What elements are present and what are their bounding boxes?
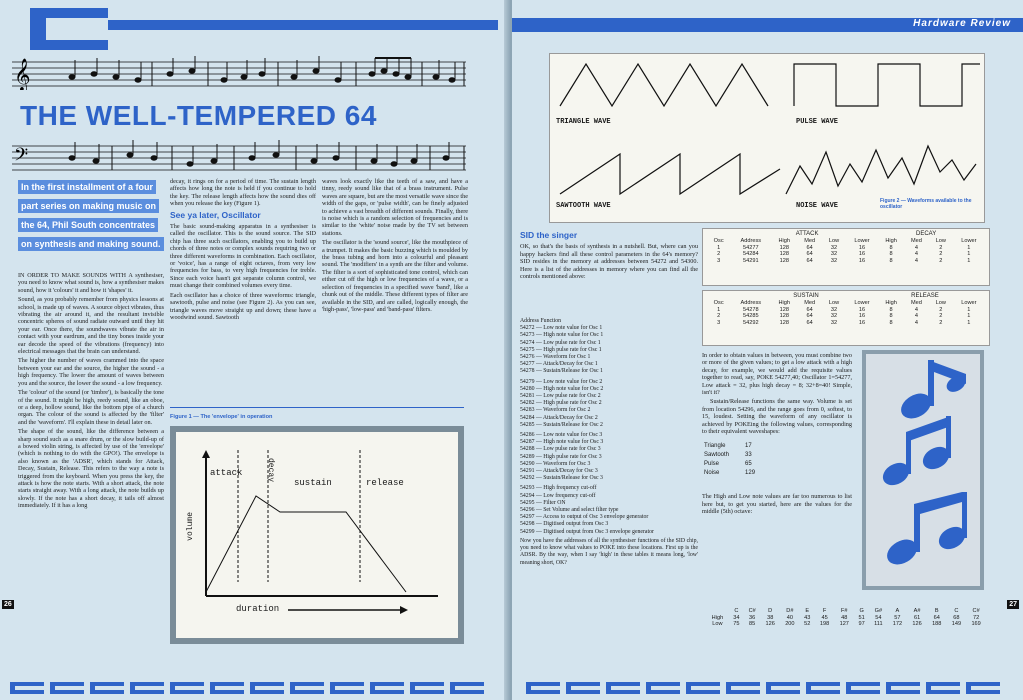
pulse-wave-label: PULSE WAVE [796,118,839,126]
address-list-header: Address Function [520,318,562,324]
address-item: 54285 — Sustain/Release for Osc 2 [520,421,603,428]
header-bracket [30,8,108,50]
table-cell: Low [712,621,723,628]
table-cell: 1 [717,244,721,251]
table-cell: 8 [889,257,893,264]
section-header: Hardware Review [913,18,1011,29]
header-cell: Lower [961,300,977,306]
table-cell: 32 [830,257,838,264]
header-cell: F [822,608,827,614]
address-item: 54294 — Low frequency cut-off [520,492,596,499]
decay-label: decay [266,458,275,483]
address-item: 54297 — Access to output of Osc 3 envelope generator [520,514,649,521]
col2-para-1: decay, it rings on for a period of time. The sustain length affects how long the note is held if you continue to hold the key. The release length affects how the sound dies off when you release the key (Figure 1). [170,178,316,208]
table-cell: 127 [839,621,849,628]
waveforms-figure [549,53,985,223]
table-cell: 68 [953,614,960,621]
attack-label: attack [210,468,243,478]
table-cell: 8 [889,306,893,313]
sawtooth-wave-label: SAWTOOTH WAVE [556,202,611,210]
table-cell: 2 [939,319,943,326]
table-cell: 2 [939,257,943,264]
table-cell: 111 [874,621,883,628]
column-2 [170,178,316,323]
table-cell: 64 [933,614,940,621]
address-item: 54289 — High pulse rate for Osc 3 [520,453,602,460]
col1-para-5: The shape of the sound, like the difference between a sharp sound such as a snare drum, or the slow build-up of a bowed violin string, is affected by use of the 'envelope' (which is nothing to do with the GPO!). The envelope is also known as the 'ADSR', which stands for Attack, Decay, Sustain, Release. This refers to the way a note is triggered from the keyboard. When you press the key, the attack is how the note starts. With a short attack, the note starts straight away. With a long attack, the note builds up slowly. If the note has a short decay, it tails off almost immediately. If it has a long [18,428,164,510]
address-item: 54299 — Digitised output from Osc 3 envelope generator [520,528,654,535]
table-cell: 51 [858,614,865,621]
waveshape-row [704,470,769,477]
table-cell: 54292 [743,319,759,326]
table-cell: 48 [841,614,848,621]
table-cell: 57 [894,614,901,621]
header-cell: Low [935,300,946,306]
table-cell: 1 [717,306,721,313]
table-cell: 16 [858,251,866,258]
table-cell: 1 [967,306,971,313]
noise-wave-label: NOISE WAVE [796,202,839,210]
sustain-row [707,313,985,320]
table-cell: 54277 [743,244,759,251]
release-title: RELEASE [911,293,939,299]
header-cell: B [934,608,939,614]
page-number-right: 27 [1009,601,1017,608]
table-cell: 128 [779,313,789,320]
article-title: THE WELL-TEMPERED 64 [20,100,377,131]
notes-grid [706,608,986,628]
table-cell: 128 [779,257,789,264]
figure-2-caption: Figure 2 — Waveforms available to the oscillator [880,198,972,210]
waveshape-name: Pulse [704,461,720,468]
sustain-label: sustain [294,478,332,488]
table-cell: 4 [914,306,919,313]
header-cell: Med [911,300,922,306]
table-cell: 64 [806,313,813,320]
header-cell: A [895,608,900,614]
attack-row [707,258,985,265]
table-cell: 188 [932,621,942,628]
table-cell: 3 [717,319,721,326]
envelope-figure [170,426,464,644]
svg-text:𝄞: 𝄞 [14,58,31,90]
table-cell: 54278 [743,306,759,313]
table-cell: 72 [972,614,980,621]
table-cell: 8 [889,251,893,258]
address-item: 54295 — Filter ON [520,499,566,506]
notes-table [702,606,990,646]
table-cell: 126 [912,621,922,628]
table-cell: 16 [858,313,866,320]
table-cell: 2 [717,251,721,258]
table-cell: 97 [858,621,865,628]
sustain-header-row [707,300,985,307]
attack-decay-table [702,228,990,286]
table-cell: 45 [821,614,828,621]
table-cell: 198 [819,621,830,628]
table-cell: 169 [971,621,981,628]
waveshape-row [704,452,769,459]
col2-para-3: Each oscillator has a choice of three waveforms: triangle, sawtooth, pulse and noise (see Figure 2). As you can see, triangle waves move straight up and down; these have a woodwind sound. Sawtooth [170,291,316,321]
header-cell: Low [828,238,840,244]
header-cell: High [885,238,897,244]
table-cell: 128 [779,244,789,251]
header-cell: Med [911,238,922,244]
address-list [520,318,698,567]
attack-header-row [707,238,985,245]
col2-subhead: See ya later, Oscillator [170,209,261,220]
address-item: 54287 — High note value for Osc 3 [520,439,604,446]
table-cell: 64 [806,257,813,264]
header-cell: Lower [961,238,977,244]
header-cell: D [768,608,773,614]
table-cell: 128 [779,306,789,313]
address-item: 54282 — High pulse rate for Osc 2 [520,400,602,407]
page-number-left: 26 [4,601,12,608]
table-cell: 16 [858,244,866,251]
table-cell: 52 [804,621,811,628]
col2-para-2: The basic sound-making apparatus in a synthesiser is called the oscillator. This is the sound source. The SID chip has three such oscillators, enabling you to build up chords of three notes or complex sounds requiring two or three different waveforms in combination. Each oscillator, or 'voice', has a range of eight octaves, from very low frequencies for bass, to very high frequencies for treble. Since each voice hasn't got separate column control, we must change their combined volumes every time. [170,223,316,290]
table-cell: 2 [939,313,943,320]
header-cell: G [859,608,864,614]
right-para-1: In order to obtain values in between, you must combine two or more of the given values; to get a low attack with a high decay, for example, we would add the requisite values together to read, say, POKE 54277,40; Oscillator 1=54277, Low attack = 32, plus high decay = 8; 32+8=40! Simple, isn't it? [702,352,852,397]
music-staff-bass [12,140,466,174]
decay-title: DECAY [916,231,937,237]
table-cell: 32 [830,319,838,326]
table-cell: 4 [914,313,919,320]
table-cell: 32 [830,244,838,251]
address-item: 54272 — Low note value for Osc 1 [520,325,603,332]
waveshape-value: 17 [745,443,752,450]
footer-dashes-left [10,682,484,694]
attack-title: ATTACK [795,231,819,237]
right-para-2: Sustain/Release functions the same way. Volume is set from location 54296, and the range goes from 0, softest, to 15, loudest. Setting the waveform of any oscillator is achieved by POKEing the following values, corresponding to their equivalent waveshapes: [702,398,852,436]
address-item: 54291 — Attack/Decay for Osc 3 [520,468,598,475]
header-cell: High [885,300,897,306]
envelope-graph [176,432,458,638]
header-cell: D# [786,608,794,614]
address-item: 54298 — Digitised output from Osc 3 [520,521,609,528]
footer-dashes-right [526,682,1000,694]
right-page [512,0,1023,700]
table-cell: 128 [779,319,789,326]
table-cell: 1 [967,257,971,264]
address-item: 54296 — Set Volume and select filter type [520,507,619,514]
address-item: 54284 — Attack/Decay for Osc 2 [520,414,598,421]
waveshape-value: 129 [745,470,756,477]
sustain-release-table [702,290,990,346]
sustain-release-grid [707,300,985,326]
sustain-row [707,320,985,327]
waveshape-name: Sawtooth [704,452,730,459]
table-cell: 64 [806,244,813,251]
intro-standfirst [18,178,164,254]
table-cell: 4 [914,319,919,326]
right-para-3: The High and Low note values are far too numerous to list here but, to get you started, here are the values for the middle (5th) octave: [702,493,852,516]
table-cell: 64 [806,251,813,258]
table-cell: 1 [967,251,971,258]
col3-para-2: The oscillator is the 'sound source', like the mouthpiece of a trumpet. It makes the basic buzzing which is moulded by the brass tubing and horn into a colourful and pleasant sound. The 'modifiers' in a synth are the filter and volume. The filter is a sort of sophisticated tone control, which can either cut off the high or low frequencies of a wave, or a selection of frequencies in a specified wave 'band', like a chunk out of the middle. These different types of filter are available in the SID, and are called, logically enough, the 'high-pass', 'low-pass' and 'band-pass' filters. [322,239,468,313]
table-cell: 38 [767,614,774,621]
attack-row [707,245,985,252]
table-cell: 54 [875,614,882,621]
notes-row [706,621,986,628]
header-cell: Med [804,300,816,306]
address-item: 54283 — Waveform for Osc 2 [520,407,591,414]
table-cell: 8 [889,319,893,326]
table-cell: 85 [749,621,756,628]
waveshape-name: Triangle [704,443,726,450]
header-cell: Lower [854,300,870,306]
waveshape-row [704,443,769,450]
music-notes-illustration [862,350,984,590]
header-cell: High [778,300,791,306]
address-item: 54290 — Waveform for Osc 3 [520,460,591,467]
col3-para-1: waves look exactly like the teeth of a saw, and have a tinny, reedy sound like that of a brass instrument. Pulse waves are square, but are the most versatile wave since the width of the gaps, or 'pulse width', can be finely adjusted to achieve a vast breadth of different sounds. Finally, there is noise which is a random selection of frequencies and is similar to the 'white' noise made by the TV set between stations. [322,178,468,237]
address-item: 54274 — Low pulse rate for Osc 1 [520,339,601,346]
column-3 [322,178,468,315]
header-cell: Address [740,238,762,244]
address-item: 54281 — Low pulse rate for Osc 2 [520,393,601,400]
header-cell: F# [840,608,848,614]
sid-subhead: SID the singer [520,230,578,240]
sid-after-text: Now you have the addresses of all the synthesiser functions of the SID chip, you need to know what values to POKE into these locations. First up is the ADSR. By the way, when I say 'high' in these tables it means long, 'low' meaning short, OK? [520,537,698,566]
header-cell: Lower [854,238,870,244]
table-cell: 172 [892,621,903,628]
left-page [0,0,510,700]
duration-label: duration [236,604,280,614]
waveshape-value: 65 [745,461,752,468]
header-cell: Med [804,238,816,244]
table-cell: 4 [914,244,919,251]
header-rule [108,20,498,30]
table-cell: 34 [733,614,740,621]
header-cell: C [954,608,959,614]
notes-header-row [706,608,986,615]
header-cell: Osc [713,300,724,306]
address-item: 54288 — Low pulse rate for Osc 3 [520,446,601,453]
waveshape-value: 33 [745,452,752,459]
header-cell [706,608,729,615]
table-cell: 1 [967,313,971,320]
attack-decay-grid [707,238,985,264]
music-staff-treble [12,56,466,90]
sustain-row [707,307,985,314]
table-cell: 32 [830,313,838,320]
sid-intro: OK, so that's the basis of synthesis in a nutshell. But, where can you happy hackers find all these control parameters in the 64's memory? SID resides in the memory at addresses between 54272 and 54300. Here is a list of the addresses in memory where you can find all the controls mentioned above: [520,243,698,281]
table-cell: 64 [806,319,813,326]
triangle-wave-label: TRIANGLE WAVE [556,118,611,126]
figure-1-rule [170,407,464,408]
table-cell: 4 [914,251,919,258]
blue-notes-graphic [866,354,980,586]
address-items [520,325,698,536]
table-cell: 43 [804,614,811,621]
table-cell: 8 [889,244,893,251]
waveshape-values [702,441,771,479]
table-cell: 149 [951,621,962,628]
header-cell: Address [740,300,762,306]
table-cell: 2 [939,244,943,251]
header-cell: E [805,608,810,614]
address-item: 54277 — Attack/Decay for Osc 1 [520,361,598,368]
table-cell: 3 [717,257,721,264]
figure-1-caption: Figure 1 — The 'envelope' in operation [170,414,273,420]
address-item: 54292 — Sustain/Release for Osc 3 [520,475,603,482]
header-cell: Osc [713,238,724,244]
table-cell: 2 [939,306,943,313]
address-item: 54276 — Waveform for Osc 1 [520,354,591,361]
table-cell: 1 [967,244,971,251]
waveshape-name: Noise [704,470,720,477]
table-cell: 16 [858,306,866,313]
table-cell: 54291 [743,257,759,264]
table-cell: 8 [889,313,893,320]
table-cell: 200 [785,621,795,628]
svg-text:𝄢: 𝄢 [14,145,29,170]
table-cell: 32 [830,251,838,258]
address-item: 54279 — Low note value for Osc 2 [520,378,603,385]
table-cell: 36 [749,614,756,621]
col1-para-3: The higher the number of waves crammed into the space between your ear and the source, the higher the sound - a high frequency. The lower the amount of waves between you and the source, the lower the sound - a low frequency. [18,357,164,387]
header-cell: A# [913,608,921,614]
table-cell: 40 [786,614,793,621]
header-cell: High [778,238,791,244]
table-cell: 61 [913,614,921,621]
header-cell: Low [828,300,840,306]
address-item: 54286 — Low note value for Osc 3 [520,432,603,439]
table-cell: 32 [830,306,838,313]
table-cell: 1 [967,319,971,326]
right-column-text [702,352,852,518]
release-label: release [366,478,404,488]
address-item: 54273 — High note value for Osc 1 [520,332,604,339]
col1-para-1: IN ORDER TO MAKE SOUNDS WITH A synthesiser, you need to know what sound is, how a synthesiser makes sound, how it 'colours' it and how it 'shapes' it. [18,272,164,294]
sustain-title: SUSTAIN [793,293,819,299]
header-cell: C [734,608,739,614]
notes-row [706,615,986,622]
sid-column [520,228,698,282]
header-cell: C# [972,608,980,614]
address-item: 54280 — High note value for Osc 2 [520,385,604,392]
address-item: 54293 — High frequency cut-off [520,485,597,492]
table-cell: 4 [914,257,919,264]
waveshape-row [704,461,769,468]
table-cell: 75 [733,621,740,628]
table-cell: 128 [779,251,789,258]
attack-row [707,251,985,258]
table-cell: 54284 [743,251,759,258]
table-cell: 16 [858,319,866,326]
address-item: 54278 — Sustain/Release for Osc 1 [520,368,603,375]
table-cell: 2 [717,313,721,320]
volume-label: volume [186,512,195,541]
table-cell: 16 [858,257,866,264]
column-1 [18,272,164,512]
col1-para-4: The 'colour' of the sound (or 'timbre'), is basically the tone of the sound. It might be high, reedy sound, like an oboe, or a deep, hollow sound, like the bottom pipe of a church organ. The colour of the sound is affected by the 'filter' and the 'waveform'. I'll explain these in detail later on. [18,389,164,426]
table-cell: 2 [939,251,943,258]
header-cell: C# [748,608,756,614]
header-cell: G# [874,608,883,614]
intro-text: In the first installment of a four part series on making music on the 64, Phil South concentrates on synthesis and making sound. [18,180,164,251]
table-cell: High [711,614,724,621]
table-cell: 126 [765,621,775,628]
col1-para-2: Sound, as you probably remember from physics lessons at school, is made up of waves. A source object vibrates, thus vibrating the air around it, and the resultant invisible concentric spheres of sound radiate outward until they hit your ear. Once there, the soundwaves vibrate the air in contact with your eardrum, and the tiny bones inside your ear decode the speed of the vibrations (frequency) into electrical messages that the brain can understand. [18,296,164,356]
table-cell: 54285 [743,313,759,320]
header-cell: Low [935,238,946,244]
table-cell: 64 [806,306,813,313]
address-item: 54275 — High pulse rate for Osc 1 [520,346,602,353]
